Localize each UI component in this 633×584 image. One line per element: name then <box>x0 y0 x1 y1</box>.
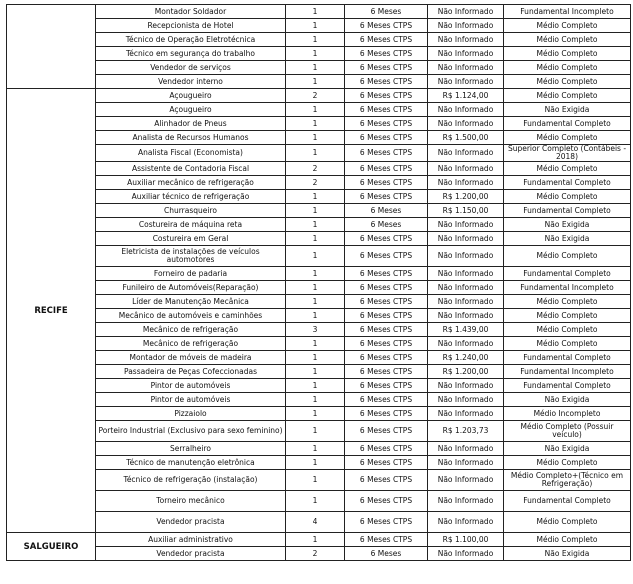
table-row <box>7 470 631 491</box>
education-cell: Médio Completo <box>504 456 631 470</box>
education-cell: Fundamental Completo <box>504 117 631 131</box>
quantity-cell: 1 <box>286 379 345 393</box>
table-row <box>7 232 631 246</box>
education-cell: Médio Completo <box>504 162 631 176</box>
table-row <box>7 267 631 281</box>
table-row <box>7 162 631 176</box>
table-row <box>7 61 631 75</box>
contract-cell: 6 Meses CTPS <box>345 190 428 204</box>
role-cell: Costureira em Geral <box>96 232 286 246</box>
table-row <box>7 547 631 561</box>
quantity-cell: 1 <box>286 393 345 407</box>
role-cell: Pizzaiolo <box>96 407 286 421</box>
city-cell: SALGUEIRO <box>7 533 96 561</box>
salary-cell: Não Informado <box>428 456 504 470</box>
education-cell: Médio Completo (Possuir veículo) <box>504 421 631 442</box>
salary-cell: R$ 1.200,00 <box>428 190 504 204</box>
quantity-cell: 1 <box>286 190 345 204</box>
quantity-cell: 1 <box>286 218 345 232</box>
contract-cell: 6 Meses CTPS <box>345 470 428 491</box>
role-cell: Auxiliar técnico de refrigeração <box>96 190 286 204</box>
role-cell: Pintor de automóveis <box>96 379 286 393</box>
salary-cell: Não Informado <box>428 75 504 89</box>
role-cell: Mecânico de automóveis e caminhões <box>96 309 286 323</box>
quantity-cell: 2 <box>286 176 345 190</box>
contract-cell: 6 Meses CTPS <box>345 232 428 246</box>
role-cell: Costureira de máquina reta <box>96 218 286 232</box>
role-cell: Auxiliar mecânico de refrigeração <box>96 176 286 190</box>
quantity-cell: 1 <box>286 117 345 131</box>
salary-cell: R$ 1.439,00 <box>428 323 504 337</box>
education-cell: Médio Completo <box>504 512 631 533</box>
role-cell: Mecânico de refrigeração <box>96 337 286 351</box>
role-cell: Porteiro Industrial (Exclusivo para sexo feminino) <box>96 421 286 442</box>
salary-cell: Não Informado <box>428 470 504 491</box>
contract-cell: 6 Meses CTPS <box>345 323 428 337</box>
contract-cell: 6 Meses CTPS <box>345 379 428 393</box>
education-cell: Médio Completo <box>504 309 631 323</box>
table-row <box>7 365 631 379</box>
contract-cell: 6 Meses CTPS <box>345 267 428 281</box>
table-row <box>7 442 631 456</box>
role-cell: Vendedor interno <box>96 75 286 89</box>
contract-cell: 6 Meses CTPS <box>345 103 428 117</box>
contract-cell: 6 Meses <box>345 547 428 561</box>
table-row <box>7 491 631 512</box>
education-cell: Médio Completo <box>504 131 631 145</box>
quantity-cell: 4 <box>286 512 345 533</box>
salary-cell: Não Informado <box>428 117 504 131</box>
contract-cell: 6 Meses CTPS <box>345 295 428 309</box>
salary-cell: Não Informado <box>428 491 504 512</box>
education-cell: Superior Completo (Contábeis - 2018) <box>504 145 631 162</box>
role-cell: Açougueiro <box>96 89 286 103</box>
salary-cell: Não Informado <box>428 337 504 351</box>
salary-cell: Não Informado <box>428 145 504 162</box>
role-cell: Mecânico de refrigeração <box>96 323 286 337</box>
education-cell: Não Exigida <box>504 442 631 456</box>
education-cell: Médio Completo <box>504 89 631 103</box>
quantity-cell: 1 <box>286 246 345 267</box>
table-row <box>7 218 631 232</box>
quantity-cell: 1 <box>286 365 345 379</box>
contract-cell: 6 Meses CTPS <box>345 309 428 323</box>
quantity-cell: 1 <box>286 267 345 281</box>
salary-cell: Não Informado <box>428 232 504 246</box>
role-cell: Montador Soldador <box>96 5 286 19</box>
table-row <box>7 190 631 204</box>
role-cell: Passadeira de Peças Cofeccionadas <box>96 365 286 379</box>
salary-cell: R$ 1.100,00 <box>428 533 504 547</box>
quantity-cell: 1 <box>286 33 345 47</box>
education-cell: Médio Completo <box>504 19 631 33</box>
education-cell: Médio Completo <box>504 337 631 351</box>
salary-cell: Não Informado <box>428 547 504 561</box>
role-cell: Assistente de Contadoria Fiscal <box>96 162 286 176</box>
table-row <box>7 456 631 470</box>
table-row <box>7 337 631 351</box>
table-row <box>7 19 631 33</box>
education-cell: Não Exigida <box>504 393 631 407</box>
salary-cell: Não Informado <box>428 379 504 393</box>
quantity-cell: 2 <box>286 89 345 103</box>
salary-cell: Não Informado <box>428 176 504 190</box>
quantity-cell: 1 <box>286 470 345 491</box>
education-cell: Médio Completo <box>504 295 631 309</box>
contract-cell: 6 Meses CTPS <box>345 19 428 33</box>
quantity-cell: 3 <box>286 323 345 337</box>
table-row <box>7 421 631 442</box>
salary-cell: R$ 1.200,00 <box>428 365 504 379</box>
education-cell: Fundamental Completo <box>504 176 631 190</box>
quantity-cell: 1 <box>286 407 345 421</box>
table-row <box>7 131 631 145</box>
role-cell: Açougueiro <box>96 103 286 117</box>
salary-cell: Não Informado <box>428 309 504 323</box>
role-cell: Auxiliar administrativo <box>96 533 286 547</box>
contract-cell: 6 Meses <box>345 204 428 218</box>
contract-cell: 6 Meses CTPS <box>345 131 428 145</box>
quantity-cell: 1 <box>286 5 345 19</box>
education-cell: Médio Completo <box>504 33 631 47</box>
role-cell: Técnico de refrigeração (instalação) <box>96 470 286 491</box>
job-vacancies-table <box>6 4 631 561</box>
education-cell: Médio Completo <box>504 47 631 61</box>
table-row <box>7 379 631 393</box>
salary-cell: Não Informado <box>428 442 504 456</box>
role-cell: Vendedor pracista <box>96 547 286 561</box>
education-cell: Não Exigida <box>504 218 631 232</box>
quantity-cell: 1 <box>286 145 345 162</box>
role-cell: Torneiro mecânico <box>96 491 286 512</box>
salary-cell: R$ 1.124,00 <box>428 89 504 103</box>
education-cell: Médio Completo <box>504 61 631 75</box>
table-row <box>7 309 631 323</box>
education-cell: Fundamental Completo <box>504 379 631 393</box>
education-cell: Fundamental Incompleto <box>504 281 631 295</box>
table-row <box>7 533 631 547</box>
table-row <box>7 351 631 365</box>
salary-cell: R$ 1.240,00 <box>428 351 504 365</box>
contract-cell: 6 Meses CTPS <box>345 442 428 456</box>
contract-cell: 6 Meses CTPS <box>345 407 428 421</box>
role-cell: Churrasqueiro <box>96 204 286 218</box>
table-row <box>7 204 631 218</box>
role-cell: Analista de Recursos Humanos <box>96 131 286 145</box>
contract-cell: 6 Meses CTPS <box>345 393 428 407</box>
table-row <box>7 295 631 309</box>
contract-cell: 6 Meses <box>345 218 428 232</box>
education-cell: Não Exigida <box>504 103 631 117</box>
education-cell: Fundamental Completo <box>504 267 631 281</box>
contract-cell: 6 Meses CTPS <box>345 421 428 442</box>
salary-cell: R$ 1.500,00 <box>428 131 504 145</box>
education-cell: Não Exigida <box>504 232 631 246</box>
table-row <box>7 103 631 117</box>
role-cell: Alinhador de Pneus <box>96 117 286 131</box>
quantity-cell: 1 <box>286 61 345 75</box>
salary-cell: Não Informado <box>428 162 504 176</box>
role-cell: Eletricista de instalações de veículos automotores <box>96 246 286 267</box>
contract-cell: 6 Meses CTPS <box>345 491 428 512</box>
quantity-cell: 1 <box>286 309 345 323</box>
contract-cell: 6 Meses CTPS <box>345 512 428 533</box>
salary-cell: Não Informado <box>428 407 504 421</box>
role-cell: Técnico em segurança do trabalho <box>96 47 286 61</box>
role-cell: Líder de Manutenção Mecânica <box>96 295 286 309</box>
table-row <box>7 89 631 103</box>
table-row <box>7 323 631 337</box>
contract-cell: 6 Meses CTPS <box>345 281 428 295</box>
quantity-cell: 1 <box>286 456 345 470</box>
education-cell: Fundamental Incompleto <box>504 5 631 19</box>
quantity-cell: 1 <box>286 204 345 218</box>
quantity-cell: 1 <box>286 337 345 351</box>
table-row <box>7 47 631 61</box>
quantity-cell: 1 <box>286 19 345 33</box>
city-cell: RECIFE <box>7 89 96 533</box>
education-cell: Fundamental Completo <box>504 351 631 365</box>
table-row <box>7 393 631 407</box>
role-cell: Pintor de automóveis <box>96 393 286 407</box>
table-row <box>7 407 631 421</box>
salary-cell: Não Informado <box>428 33 504 47</box>
contract-cell: 6 Meses CTPS <box>345 365 428 379</box>
salary-cell: Não Informado <box>428 295 504 309</box>
quantity-cell: 1 <box>286 281 345 295</box>
quantity-cell: 1 <box>286 47 345 61</box>
quantity-cell: 1 <box>286 295 345 309</box>
contract-cell: 6 Meses CTPS <box>345 145 428 162</box>
salary-cell: R$ 1.150,00 <box>428 204 504 218</box>
salary-cell: Não Informado <box>428 246 504 267</box>
contract-cell: 6 Meses CTPS <box>345 75 428 89</box>
education-cell: Médio Completo+(Técnico em Refrigeração) <box>504 470 631 491</box>
contract-cell: 6 Meses CTPS <box>345 162 428 176</box>
salary-cell: Não Informado <box>428 5 504 19</box>
education-cell: Médio Completo <box>504 190 631 204</box>
contract-cell: 6 Meses CTPS <box>345 246 428 267</box>
role-cell: Forneiro de padaria <box>96 267 286 281</box>
quantity-cell: 1 <box>286 103 345 117</box>
table-row <box>7 33 631 47</box>
table-row <box>7 117 631 131</box>
quantity-cell: 1 <box>286 232 345 246</box>
salary-cell: Não Informado <box>428 103 504 117</box>
salary-cell: Não Informado <box>428 19 504 33</box>
quantity-cell: 2 <box>286 547 345 561</box>
role-cell: Montador de móveis de madeira <box>96 351 286 365</box>
education-cell: Médio Incompleto <box>504 407 631 421</box>
contract-cell: 6 Meses CTPS <box>345 47 428 61</box>
city-cell <box>7 5 96 89</box>
contract-cell: 6 Meses CTPS <box>345 89 428 103</box>
contract-cell: 6 Meses CTPS <box>345 176 428 190</box>
education-cell: Fundamental Incompleto <box>504 365 631 379</box>
table-row <box>7 176 631 190</box>
role-cell: Vendedor pracista <box>96 512 286 533</box>
contract-cell: 6 Meses CTPS <box>345 456 428 470</box>
education-cell: Fundamental Completo <box>504 204 631 218</box>
role-cell: Funileiro de Automóveis(Reparação) <box>96 281 286 295</box>
table-row <box>7 5 631 19</box>
education-cell: Médio Completo <box>504 323 631 337</box>
quantity-cell: 1 <box>286 351 345 365</box>
salary-cell: Não Informado <box>428 218 504 232</box>
role-cell: Analista Fiscal (Economista) <box>96 145 286 162</box>
quantity-cell: 1 <box>286 491 345 512</box>
table-row <box>7 145 631 162</box>
contract-cell: 6 Meses CTPS <box>345 533 428 547</box>
quantity-cell: 2 <box>286 162 345 176</box>
contract-cell: 6 Meses CTPS <box>345 61 428 75</box>
contract-cell: 6 Meses CTPS <box>345 117 428 131</box>
contract-cell: 6 Meses CTPS <box>345 351 428 365</box>
table-row <box>7 246 631 267</box>
salary-cell: Não Informado <box>428 61 504 75</box>
role-cell: Técnico de manutenção eletrônica <box>96 456 286 470</box>
table-row <box>7 512 631 533</box>
quantity-cell: 1 <box>286 75 345 89</box>
role-cell: Vendedor de serviços <box>96 61 286 75</box>
quantity-cell: 1 <box>286 421 345 442</box>
role-cell: Recepcionista de Hotel <box>96 19 286 33</box>
salary-cell: Não Informado <box>428 281 504 295</box>
contract-cell: 6 Meses <box>345 5 428 19</box>
table-row <box>7 75 631 89</box>
salary-cell: Não Informado <box>428 267 504 281</box>
education-cell: Médio Completo <box>504 246 631 267</box>
salary-cell: Não Informado <box>428 393 504 407</box>
salary-cell: R$ 1.203,73 <box>428 421 504 442</box>
table-body <box>7 5 631 561</box>
role-cell: Técnico de Operação Eletrotécnica <box>96 33 286 47</box>
contract-cell: 6 Meses CTPS <box>345 33 428 47</box>
education-cell: Médio Completo <box>504 75 631 89</box>
quantity-cell: 1 <box>286 442 345 456</box>
salary-cell: Não Informado <box>428 512 504 533</box>
quantity-cell: 1 <box>286 533 345 547</box>
role-cell: Serralheiro <box>96 442 286 456</box>
education-cell: Fundamental Completo <box>504 491 631 512</box>
contract-cell: 6 Meses CTPS <box>345 337 428 351</box>
education-cell: Médio Completo <box>504 533 631 547</box>
quantity-cell: 1 <box>286 131 345 145</box>
education-cell: Não Exigida <box>504 547 631 561</box>
table-row <box>7 281 631 295</box>
salary-cell: Não Informado <box>428 47 504 61</box>
